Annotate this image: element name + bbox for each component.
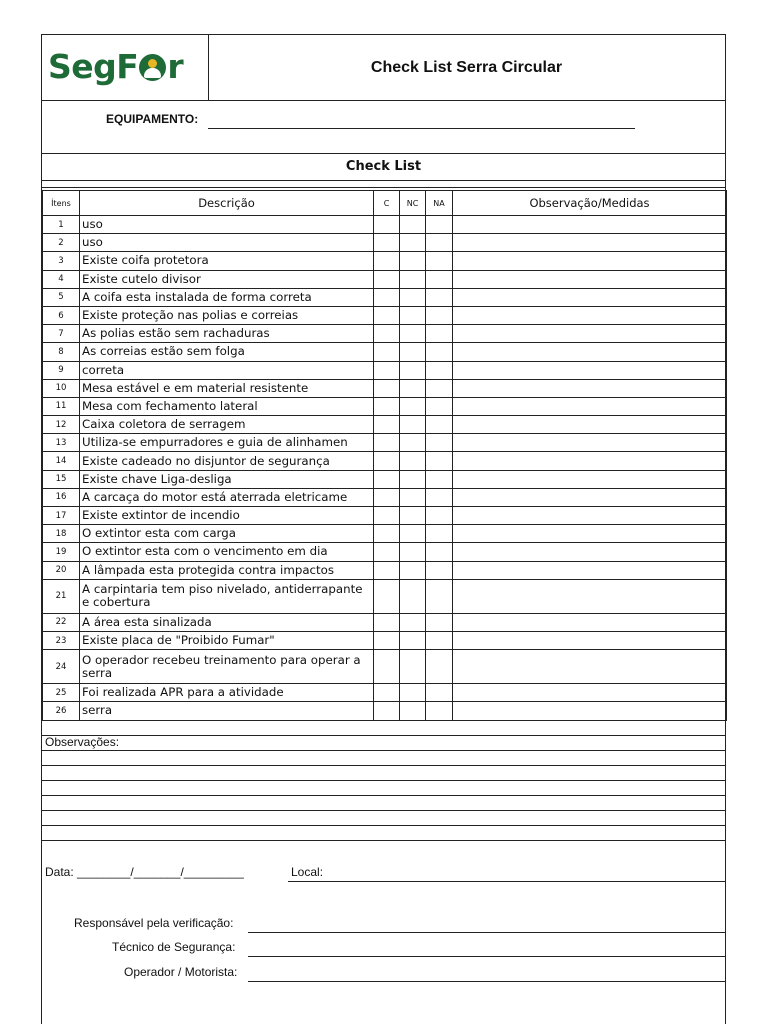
observation-cell[interactable] xyxy=(453,613,727,631)
item-description: A carpintaria tem piso nivelado, antiderrapante e cobertura xyxy=(80,579,374,613)
item-number: 22 xyxy=(43,613,80,631)
segfor-logo xyxy=(48,47,183,86)
item-number: 15 xyxy=(43,470,80,488)
table-row xyxy=(43,452,727,470)
observation-cell[interactable] xyxy=(453,525,727,543)
item-number: 4 xyxy=(43,270,80,288)
item-number: 3 xyxy=(43,252,80,270)
item-number: 19 xyxy=(43,543,80,561)
check-nc-cell[interactable] xyxy=(400,452,426,470)
observation-line xyxy=(42,735,725,736)
observation-line[interactable] xyxy=(42,765,725,766)
item-number: 21 xyxy=(43,579,80,613)
item-number: 12 xyxy=(43,416,80,434)
table-row xyxy=(43,543,727,561)
check-nc-cell[interactable] xyxy=(400,288,426,306)
observation-cell[interactable] xyxy=(453,452,727,470)
check-c-cell[interactable] xyxy=(374,702,400,720)
table-row xyxy=(43,561,727,579)
observation-cell[interactable] xyxy=(453,270,727,288)
item-description: A coifa esta instalada de forma correta xyxy=(80,288,374,306)
column-header-na: NA xyxy=(426,191,453,216)
check-c-cell[interactable] xyxy=(374,234,400,252)
check-nc-cell[interactable] xyxy=(400,613,426,631)
equipment-section xyxy=(42,100,725,154)
observation-cell[interactable] xyxy=(453,561,727,579)
table-row xyxy=(43,416,727,434)
technician-label: Técnico de Segurança: xyxy=(112,940,236,954)
item-description: uso xyxy=(80,234,374,252)
table-row xyxy=(43,234,727,252)
checklist-title: Check List xyxy=(42,154,725,181)
operator-label: Operador / Motorista: xyxy=(124,965,238,979)
check-na-cell[interactable] xyxy=(426,684,453,702)
item-number: 13 xyxy=(43,434,80,452)
document-header xyxy=(42,35,725,101)
table-row xyxy=(43,343,727,361)
check-na-cell[interactable] xyxy=(426,507,453,525)
check-nc-cell[interactable] xyxy=(400,361,426,379)
item-description: Foi realizada APR para a atividade xyxy=(80,684,374,702)
item-description: O operador recebeu treinamento para operar a serra xyxy=(80,650,374,684)
item-number: 7 xyxy=(43,325,80,343)
observation-cell[interactable] xyxy=(453,306,727,324)
check-c-cell[interactable] xyxy=(374,507,400,525)
item-description: A área esta sinalizada xyxy=(80,613,374,631)
observation-cell[interactable] xyxy=(453,379,727,397)
item-number: 14 xyxy=(43,452,80,470)
column-header-observation: Observação/Medidas xyxy=(453,191,727,216)
check-na-cell[interactable] xyxy=(426,270,453,288)
check-nc-cell[interactable] xyxy=(400,434,426,452)
check-nc-cell[interactable] xyxy=(400,343,426,361)
check-na-cell[interactable] xyxy=(426,561,453,579)
responsible-label: Responsável pela verificação: xyxy=(74,916,234,930)
observation-cell[interactable] xyxy=(453,416,727,434)
observation-cell[interactable] xyxy=(453,252,727,270)
item-description: O extintor esta com carga xyxy=(80,525,374,543)
equipment-field[interactable] xyxy=(208,128,635,129)
check-c-cell[interactable] xyxy=(374,288,400,306)
check-na-cell[interactable] xyxy=(426,252,453,270)
observations-label: Observações: xyxy=(45,735,120,749)
observation-cell[interactable] xyxy=(453,684,727,702)
item-number: 1 xyxy=(43,216,80,234)
item-description: Mesa estável e em material resistente xyxy=(80,379,374,397)
item-number: 17 xyxy=(43,507,80,525)
table-row xyxy=(43,488,727,506)
divider xyxy=(42,187,725,188)
check-nc-cell[interactable] xyxy=(400,216,426,234)
check-c-cell[interactable] xyxy=(374,488,400,506)
item-number: 2 xyxy=(43,234,80,252)
column-header-description: Descrição xyxy=(80,191,374,216)
item-description: A lâmpada esta protegida contra impactos xyxy=(80,561,374,579)
logo-person-icon xyxy=(139,54,166,81)
observation-line[interactable] xyxy=(42,795,725,796)
observation-cell[interactable] xyxy=(453,650,727,684)
table-row xyxy=(43,252,727,270)
observation-cell[interactable] xyxy=(453,434,727,452)
table-row xyxy=(43,361,727,379)
check-na-cell[interactable] xyxy=(426,216,453,234)
check-na-cell[interactable] xyxy=(426,613,453,631)
check-nc-cell[interactable] xyxy=(400,325,426,343)
observation-cell[interactable] xyxy=(453,288,727,306)
item-description: Caixa coletora de serragem xyxy=(80,416,374,434)
check-c-cell[interactable] xyxy=(374,631,400,649)
check-na-cell[interactable] xyxy=(426,543,453,561)
table-row xyxy=(43,288,727,306)
table-row xyxy=(43,579,727,613)
check-nc-cell[interactable] xyxy=(400,631,426,649)
check-c-cell[interactable] xyxy=(374,306,400,324)
check-c-cell[interactable] xyxy=(374,613,400,631)
check-na-cell[interactable] xyxy=(426,525,453,543)
check-c-cell[interactable] xyxy=(374,270,400,288)
observation-cell[interactable] xyxy=(453,488,727,506)
check-na-cell[interactable] xyxy=(426,416,453,434)
check-na-cell[interactable] xyxy=(426,361,453,379)
document-title: Check List Serra Circular xyxy=(370,59,563,76)
check-c-cell[interactable] xyxy=(374,343,400,361)
table-row xyxy=(43,325,727,343)
item-number: 10 xyxy=(43,379,80,397)
check-na-cell[interactable] xyxy=(426,397,453,415)
table-row xyxy=(43,270,727,288)
table-row xyxy=(43,470,727,488)
item-description: serra xyxy=(80,702,374,720)
check-nc-cell[interactable] xyxy=(400,252,426,270)
check-nc-cell[interactable] xyxy=(400,543,426,561)
table-row xyxy=(43,379,727,397)
item-number: 6 xyxy=(43,306,80,324)
check-nc-cell[interactable] xyxy=(400,470,426,488)
check-nc-cell[interactable] xyxy=(400,684,426,702)
item-description: Existe cutelo divisor xyxy=(80,270,374,288)
logo-text-right: r xyxy=(167,47,184,86)
item-description: A carcaça do motor está aterrada eletricame xyxy=(80,488,374,506)
check-nc-cell[interactable] xyxy=(400,397,426,415)
check-na-cell[interactable] xyxy=(426,631,453,649)
item-description: O extintor esta com o vencimento em dia xyxy=(80,543,374,561)
check-nc-cell[interactable] xyxy=(400,379,426,397)
item-description: Utiliza-se empurradores e guia de alinhamen xyxy=(80,434,374,452)
observation-cell[interactable] xyxy=(453,507,727,525)
item-number: 26 xyxy=(43,702,80,720)
logo-text-left: SegF xyxy=(48,47,139,86)
table-row xyxy=(43,702,727,720)
item-number: 11 xyxy=(43,397,80,415)
check-nc-cell[interactable] xyxy=(400,650,426,684)
item-number: 20 xyxy=(43,561,80,579)
local-label: Local: xyxy=(291,865,324,879)
observation-cell[interactable] xyxy=(453,397,727,415)
item-number: 5 xyxy=(43,288,80,306)
observation-line[interactable] xyxy=(42,780,725,781)
item-description: Mesa com fechamento lateral xyxy=(80,397,374,415)
observation-cell[interactable] xyxy=(453,343,727,361)
table-row xyxy=(43,306,727,324)
table-row xyxy=(43,631,727,649)
item-number: 8 xyxy=(43,343,80,361)
table-row xyxy=(43,650,727,684)
observation-line[interactable] xyxy=(42,810,725,811)
check-na-cell[interactable] xyxy=(426,306,453,324)
check-c-cell[interactable] xyxy=(374,397,400,415)
check-na-cell[interactable] xyxy=(426,470,453,488)
item-description: correta xyxy=(80,361,374,379)
check-nc-cell[interactable] xyxy=(400,270,426,288)
technician-field[interactable] xyxy=(248,956,726,957)
item-number: 9 xyxy=(43,361,80,379)
check-na-cell[interactable] xyxy=(426,579,453,613)
column-header-items: Ítens xyxy=(43,191,80,216)
item-description: Existe placa de "Proibido Fumar" xyxy=(80,631,374,649)
check-na-cell[interactable] xyxy=(426,343,453,361)
table-header-row xyxy=(43,191,727,216)
check-na-cell[interactable] xyxy=(426,702,453,720)
column-header-nc: NC xyxy=(400,191,426,216)
item-description: uso xyxy=(80,216,374,234)
table-row xyxy=(43,216,727,234)
observation-cell[interactable] xyxy=(453,216,727,234)
observation-cell[interactable] xyxy=(453,543,727,561)
item-number: 18 xyxy=(43,525,80,543)
observation-cell[interactable] xyxy=(453,325,727,343)
table-row xyxy=(43,434,727,452)
check-na-cell[interactable] xyxy=(426,288,453,306)
table-row xyxy=(43,507,727,525)
local-field[interactable] xyxy=(288,881,726,882)
observation-line[interactable] xyxy=(42,750,725,751)
item-number: 25 xyxy=(43,684,80,702)
date-label: Data: ________/_______/_________ xyxy=(45,865,244,879)
item-number: 23 xyxy=(43,631,80,649)
check-c-cell[interactable] xyxy=(374,216,400,234)
check-c-cell[interactable] xyxy=(374,452,400,470)
check-nc-cell[interactable] xyxy=(400,702,426,720)
item-number: 24 xyxy=(43,650,80,684)
check-nc-cell[interactable] xyxy=(400,561,426,579)
check-c-cell[interactable] xyxy=(374,561,400,579)
table-row xyxy=(43,684,727,702)
check-nc-cell[interactable] xyxy=(400,507,426,525)
observation-cell[interactable] xyxy=(453,470,727,488)
check-na-cell[interactable] xyxy=(426,434,453,452)
item-description: Existe chave Liga-desliga xyxy=(80,470,374,488)
column-header-c: C xyxy=(374,191,400,216)
operator-field[interactable] xyxy=(248,981,726,982)
check-c-cell[interactable] xyxy=(374,252,400,270)
item-number: 16 xyxy=(43,488,80,506)
check-c-cell[interactable] xyxy=(374,470,400,488)
check-nc-cell[interactable] xyxy=(400,579,426,613)
table-row xyxy=(43,397,727,415)
table-row xyxy=(43,613,727,631)
observation-cell[interactable] xyxy=(453,361,727,379)
observation-cell[interactable] xyxy=(453,234,727,252)
checklist-sheet xyxy=(41,34,726,1024)
logo-box xyxy=(42,35,209,100)
check-nc-cell[interactable] xyxy=(400,525,426,543)
check-nc-cell[interactable] xyxy=(400,234,426,252)
check-nc-cell[interactable] xyxy=(400,488,426,506)
observation-cell[interactable] xyxy=(453,702,727,720)
check-c-cell[interactable] xyxy=(374,325,400,343)
check-na-cell[interactable] xyxy=(426,325,453,343)
check-c-cell[interactable] xyxy=(374,543,400,561)
item-description: Existe proteção nas polias e correias xyxy=(80,306,374,324)
check-nc-cell[interactable] xyxy=(400,306,426,324)
check-na-cell[interactable] xyxy=(426,488,453,506)
check-c-cell[interactable] xyxy=(374,579,400,613)
check-c-cell[interactable] xyxy=(374,684,400,702)
observation-cell[interactable] xyxy=(453,631,727,649)
check-c-cell[interactable] xyxy=(374,434,400,452)
check-na-cell[interactable] xyxy=(426,650,453,684)
check-nc-cell[interactable] xyxy=(400,416,426,434)
check-c-cell[interactable] xyxy=(374,416,400,434)
check-na-cell[interactable] xyxy=(426,234,453,252)
observation-line[interactable] xyxy=(42,825,725,826)
table-row xyxy=(43,525,727,543)
observation-cell[interactable] xyxy=(453,579,727,613)
item-description: Existe cadeado no disjuntor de segurança xyxy=(80,452,374,470)
equipment-label: EQUIPAMENTO: xyxy=(106,112,199,126)
check-c-cell[interactable] xyxy=(374,361,400,379)
item-description: As correias estão sem folga xyxy=(80,343,374,361)
responsible-field[interactable] xyxy=(248,932,726,933)
check-c-cell[interactable] xyxy=(374,650,400,684)
check-c-cell[interactable] xyxy=(374,379,400,397)
item-description: Existe coifa protetora xyxy=(80,252,374,270)
checklist-table xyxy=(42,190,727,721)
item-description: Existe extintor de incendio xyxy=(80,507,374,525)
observation-line xyxy=(42,840,725,841)
item-description: As polias estão sem rachaduras xyxy=(80,325,374,343)
check-na-cell[interactable] xyxy=(426,452,453,470)
check-na-cell[interactable] xyxy=(426,379,453,397)
check-c-cell[interactable] xyxy=(374,525,400,543)
